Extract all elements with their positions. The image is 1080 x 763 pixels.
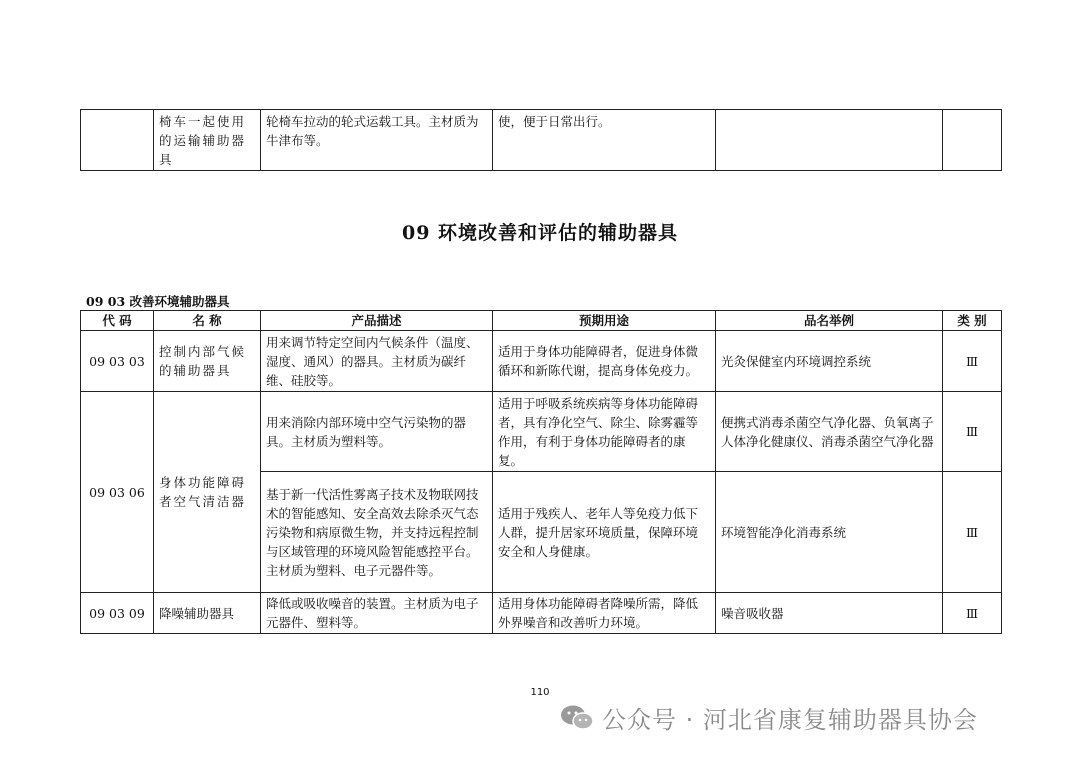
wechat-icon bbox=[560, 704, 594, 732]
header-description: 产品描述 bbox=[261, 311, 493, 331]
category-cell bbox=[943, 110, 1002, 171]
code-cell: 09 03 03 bbox=[81, 331, 154, 392]
description-cell: 用来消除内部环境中空气污染物的器具。主材质为塑料等。 bbox=[261, 392, 493, 472]
examples-cell bbox=[716, 110, 943, 171]
usage-cell: 适用身体功能障碍者降噪所需，降低外界噪音和改善听力环境。 bbox=[493, 593, 716, 634]
usage-cell: 适用于残疾人、老年人等免疫力低下人群，提升居家环境质量，保障环境安全和人身健康。 bbox=[493, 472, 716, 593]
name-cell: 降噪辅助器具 bbox=[154, 593, 261, 634]
watermark bbox=[560, 700, 978, 735]
usage-cell: 适用于身体功能障碍者，促进身体微循环和新陈代谢，提高身体免疫力。 bbox=[493, 331, 716, 392]
examples-cell: 光灸保健室内环境调控系统 bbox=[716, 331, 943, 392]
product-table bbox=[80, 310, 1002, 634]
header-code: 代 码 bbox=[81, 311, 154, 331]
usage-cell: 使，便于日常出行。 bbox=[493, 110, 716, 171]
description-cell: 基于新一代活性雾离子技术及物联网技术的智能感知、安全高效去除杀灭气态污染物和病原微生物，并支持远程控制与区域管理的环境风险智能感控平台。主材质为塑料、电子元器件等。 bbox=[261, 472, 493, 593]
name-cell: 控制内部气候的辅助器具 bbox=[154, 331, 261, 392]
table-header-row bbox=[81, 311, 1002, 331]
subsection-title: 09 03 改善环境辅助器具 bbox=[86, 294, 230, 309]
continued-table bbox=[80, 109, 1002, 171]
code-cell bbox=[81, 110, 154, 171]
table-row bbox=[81, 110, 1002, 171]
description-cell: 用来调节特定空间内气候条件（温度、湿度、通风）的器具。主材质为碳纤维、硅胶等。 bbox=[261, 331, 493, 392]
category-cell: Ⅲ bbox=[943, 593, 1002, 634]
category-cell: Ⅲ bbox=[943, 392, 1002, 472]
description-cell: 降低或吸收噪音的装置。主材质为电子元器件、塑料等。 bbox=[261, 593, 493, 634]
header-usage: 预期用途 bbox=[493, 311, 716, 331]
page-number: 110 bbox=[530, 687, 550, 698]
table-row bbox=[81, 593, 1002, 634]
section-title: 09 环境改善和评估的辅助器具 bbox=[401, 222, 679, 244]
examples-cell: 便携式消毒杀菌空气净化器、负氧离子人体净化健康仪、消毒杀菌空气净化器 bbox=[716, 392, 943, 472]
code-cell: 09 03 06 bbox=[81, 392, 154, 593]
examples-cell: 噪音吸收器 bbox=[716, 593, 943, 634]
table-row bbox=[81, 392, 1002, 472]
header-category: 类 别 bbox=[943, 311, 1002, 331]
header-examples: 品名举例 bbox=[716, 311, 943, 331]
watermark-text: 公众号 · 河北省康复辅助器具协会 bbox=[602, 706, 978, 734]
header-name: 名 称 bbox=[154, 311, 261, 331]
category-cell: Ⅲ bbox=[943, 331, 1002, 392]
name-cell: 身体功能障碍者空气清洁器 bbox=[154, 392, 261, 593]
category-cell: Ⅲ bbox=[943, 472, 1002, 593]
table-row bbox=[81, 331, 1002, 392]
code-cell: 09 03 09 bbox=[81, 593, 154, 634]
examples-cell: 环境智能净化消毒系统 bbox=[716, 472, 943, 593]
usage-cell: 适用于呼吸系统疾病等身体功能障碍者，具有净化空气、除尘、除雾霾等作用，有利于身体功能障碍者的康复。 bbox=[493, 392, 716, 472]
name-cell: 椅车一起使用的运输辅助器具 bbox=[154, 110, 261, 171]
description-cell: 轮椅车拉动的轮式运载工具。主材质为牛津布等。 bbox=[261, 110, 493, 171]
